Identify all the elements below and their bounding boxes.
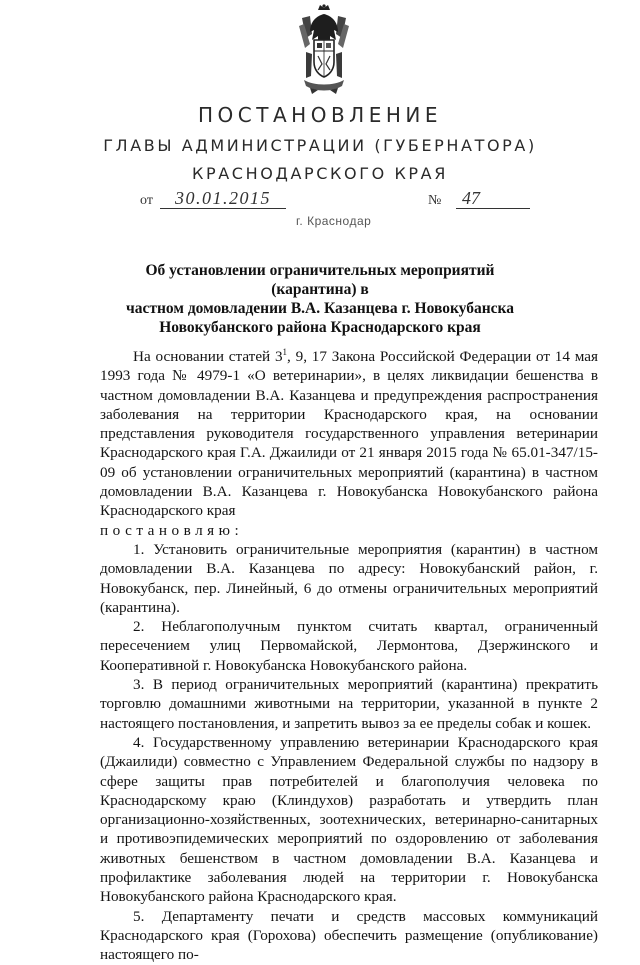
- number-label: №: [428, 193, 442, 208]
- preamble-paragraph: [100, 347, 598, 521]
- authority-heading: ГЛАВЫ АДМИНИСТРАЦИИ (ГУБЕРНАТОРА): [103, 136, 537, 155]
- document-date: 30.01.2015: [160, 188, 286, 209]
- coat-of-arms-emblem: [296, 4, 352, 96]
- document-number: 47: [456, 188, 530, 209]
- date-number-row: [0, 188, 640, 214]
- document-type-heading: ПОСТАНОВЛЕНИЕ: [198, 103, 442, 127]
- document-title-line: Новокубанского района Краснодарского края: [159, 319, 481, 336]
- document-title: [110, 261, 530, 337]
- date-label: от: [140, 193, 153, 208]
- city-label: г. Краснодар: [296, 214, 372, 228]
- region-heading: КРАСНОДАРСКОГО КРАЯ: [192, 164, 448, 183]
- document-title-line: частном домовладении В.А. Казанцева г. Новокубанска: [126, 300, 514, 317]
- resolve-word: постановляю:: [100, 521, 244, 539]
- point-paragraph: 1. Установить ограничительные мероприятия (карантин) в частном домовладении В.А. Казанцева по адресу: Новокубанский район, г. Новокубанск, пер. Линейный, 6 до отмены ограничительных мероприятий (карантина).: [100, 540, 598, 616]
- document-body: [100, 347, 598, 965]
- point-paragraph: 4. Государственному управлению ветеринарии Краснодарского края (Джаилиди) совместно с Управлением Федеральной службы по надзору в сфере защиты прав потребителей и благополучия человека по Краснодарскому краю (Клиндухов) разработать и утвердить план организационно-хозяйственных, зоотехнических, ветеринарно-санитарных и противоэпидемических мероприятий по оздоровлению от заболевания животных бешенством в частном домовладении В.А. Казанцева и профилактике заболевания людей на территории г. Новокубанска Новокубанского района Краснодарского края.: [100, 733, 598, 906]
- document-title-line: Об установлении ограничительных мероприятий (карантина) в: [145, 262, 495, 298]
- point-paragraph: 5. Департаменту печати и средств массовых коммуникаций Краснодарского края (Горохова) обеспечить размещение (опубликование) настоящего по-: [100, 907, 598, 964]
- preamble-text: На основании статей 3: [133, 348, 283, 365]
- preamble-text: , 9, 17 Закона Российской Федерации от 14 мая 1993 года № 4979-1 «О ветеринарии», в целях ликвидации бешенства в частном домовладении В.А. Казанцева и предупреждения распространения заболевания на территории Краснодарского края, на основании представления руководителя государственного управления ветеринарии Краснодарского края Г.А. Джаилиди от 21 января 2015 года № 65.01-347/15-09 об установлении ограничительных мероприятий (карантина) в частном домовладении В.А. Казанцева г. Новокубанска Новокубанского района Краснодарского края: [100, 348, 598, 520]
- superscript: 1: [282, 346, 288, 357]
- point-paragraph: 3. В период ограничительных мероприятий (карантина) прекратить торговлю домашними животными на территории, указанной в пункте 2 настоящего постановления, и запретить вывоз за ее пределы собак и кошек.: [100, 676, 598, 732]
- point-paragraph: 2. Неблагополучным пунктом считать квартал, ограниченный пересечением улиц Первомайской, Лермонтова, Дзержинского и Кооперативной г. Новокубанска Новокубанского района.: [100, 618, 598, 674]
